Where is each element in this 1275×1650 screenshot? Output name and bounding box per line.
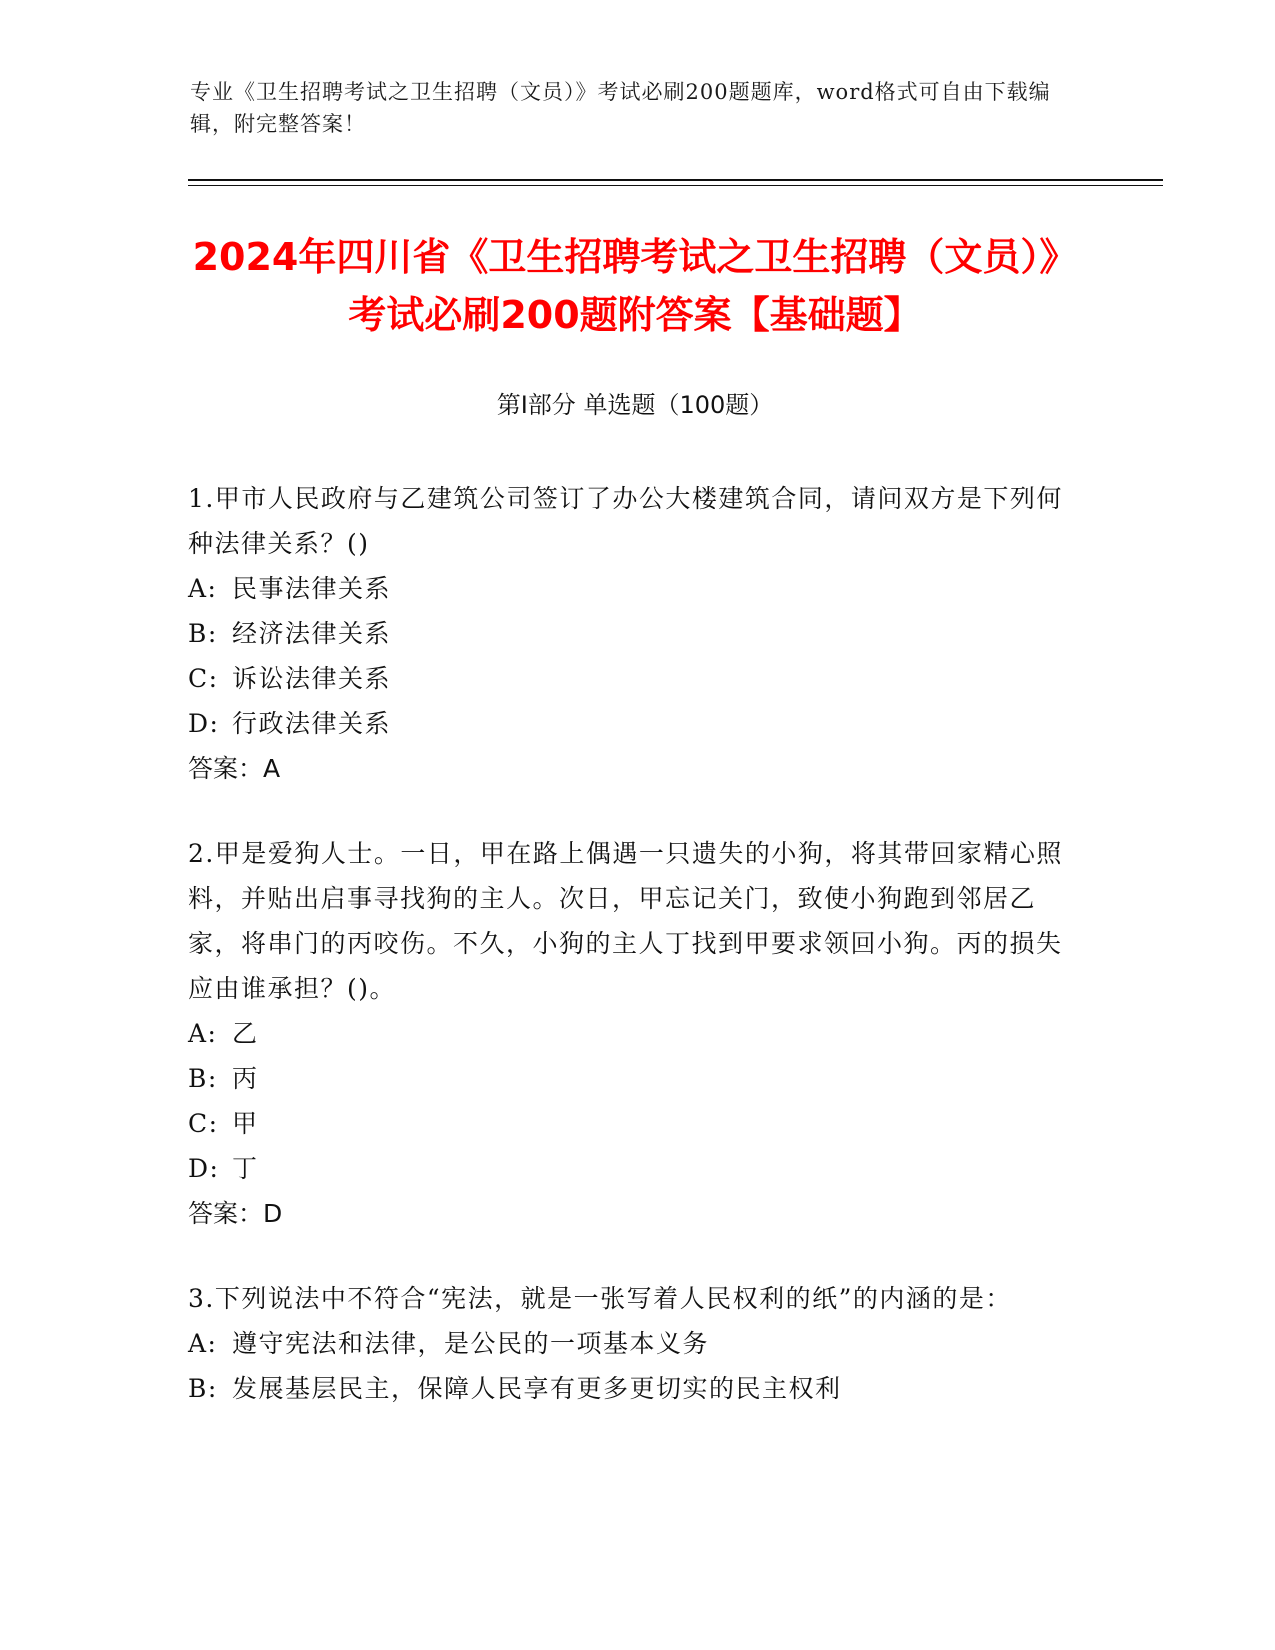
question-1: [188, 476, 1068, 791]
option-letter: B:: [188, 1064, 218, 1093]
option-b: [188, 611, 1068, 656]
option-text: 发展基层民主，保障人民享有更多更切实的民主权利: [232, 1374, 842, 1403]
option-letter: C:: [188, 664, 219, 693]
option-text: 遵守宪法和法律，是公民的一项基本义务: [232, 1329, 710, 1358]
section-title: 第I部分 单选题（100题）: [496, 391, 774, 419]
question-3: [188, 1276, 1068, 1411]
option-letter: D:: [188, 709, 220, 738]
option-letter: D:: [188, 1154, 220, 1183]
option-letter: C:: [188, 1109, 219, 1138]
answer-line: 答案：A: [188, 754, 281, 783]
answer-line: 答案：D: [188, 1199, 283, 1228]
question-stem: 1.甲市人民政府与乙建筑公司签订了办公大楼建筑合同，请问双方是下列何种法律关系？(): [188, 484, 1063, 558]
option-a: [188, 1011, 1068, 1056]
option-letter: B:: [188, 1374, 218, 1403]
option-a: [188, 566, 1068, 611]
question-stem: 2.甲是爱狗人士。一日，甲在路上偶遇一只遗失的小狗，将其带回家精心照料，并贴出启事寻找狗的主人。次日，甲忘记关门，致使小狗跑到邻居乙家，将串门的丙咬伤。不久，小狗的主人丁找到甲要求领回小狗。丙的损失应由谁承担？()。: [188, 839, 1063, 1003]
option-text: 行政法律关系: [232, 709, 392, 738]
option-a: [188, 1321, 1068, 1366]
header-divider-thin: [188, 185, 1163, 186]
option-d: [188, 1146, 1068, 1191]
option-letter: B:: [188, 619, 218, 648]
question-list: [188, 476, 1068, 1451]
option-d: [188, 701, 1068, 746]
question-2: [188, 831, 1068, 1236]
option-b: [188, 1056, 1068, 1101]
question-stem: 3.下列说法中不符合“宪法，就是一张写着人民权利的纸”的内涵的是：: [188, 1284, 1012, 1313]
option-b: [188, 1366, 1068, 1411]
option-text: 丙: [232, 1064, 259, 1093]
option-c: [188, 656, 1068, 701]
document-title: 2024年四川省《卫生招聘考试之卫生招聘（文员）》考试必刷200题附答案【基础题】: [192, 235, 1078, 337]
option-text: 甲: [232, 1109, 259, 1138]
header-note: 专业《卫生招聘考试之卫生招聘（文员）》考试必刷200题题库，word格式可自由下载编辑，附完整答案！: [190, 80, 1051, 136]
option-text: 民事法律关系: [232, 574, 392, 603]
option-text: 乙: [232, 1019, 259, 1048]
option-letter: A:: [188, 1329, 218, 1358]
option-letter: A:: [188, 574, 218, 603]
option-text: 诉讼法律关系: [232, 664, 392, 693]
option-letter: A:: [188, 1019, 218, 1048]
header-divider: [188, 179, 1163, 181]
option-text: 丁: [232, 1154, 259, 1183]
option-text: 经济法律关系: [232, 619, 392, 648]
option-c: [188, 1101, 1068, 1146]
